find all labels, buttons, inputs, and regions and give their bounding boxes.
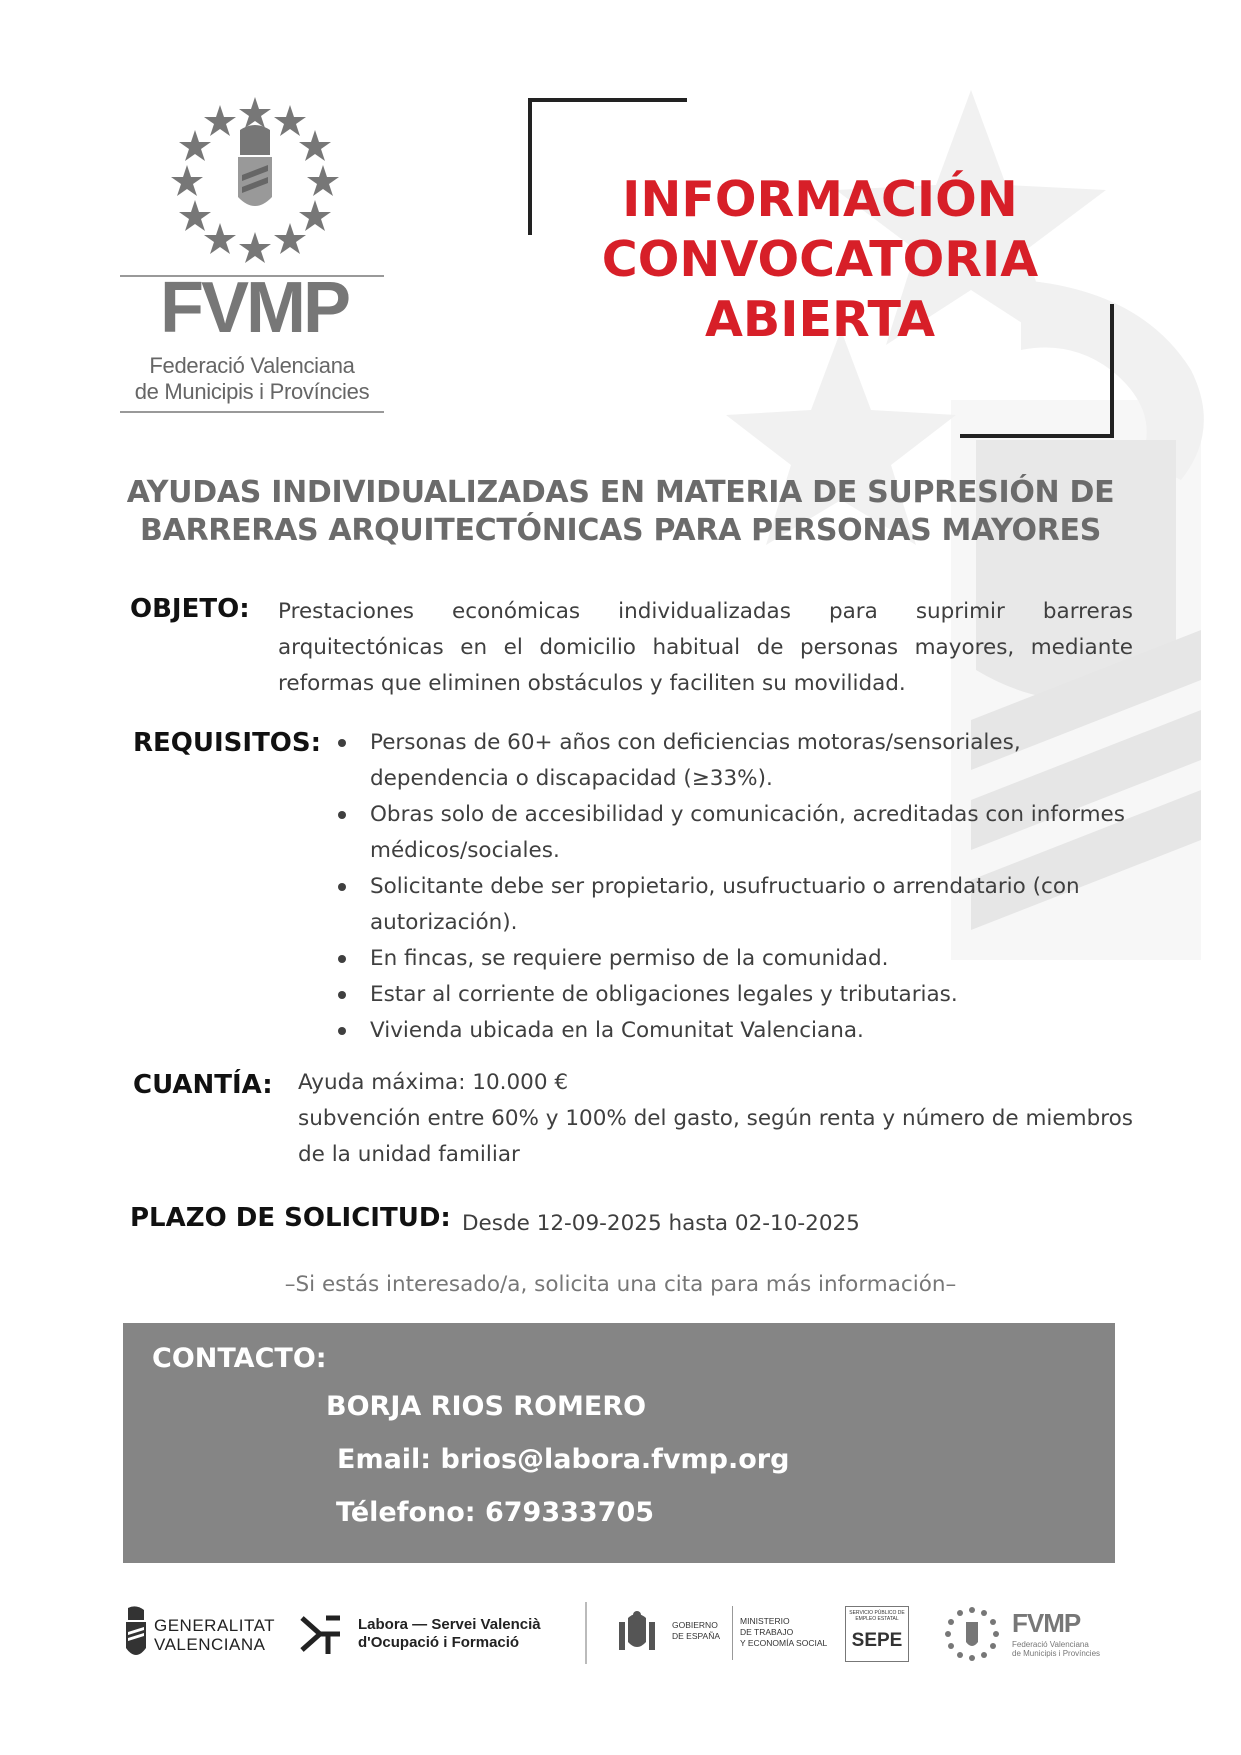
bullet-icon [338,991,346,999]
contact-email[interactable]: Email: brios@labora.fvmp.org [337,1444,790,1475]
title-line2: CONVOCATORIA [601,231,1039,288]
call-to-action: –Si estás interesado/a, solicita una cita para más información– [284,1272,957,1297]
fvmp-small-fullname: Federació Valenciana de Municipis i Províncies [1012,1640,1101,1658]
requisito-item: Vivienda ubicada en la Comunitat Valenciana. [338,1013,1138,1049]
requisito-item: En fincas, se requiere permiso de la comunidad. [338,941,1138,977]
requisitos-list [338,725,1138,1049]
bullet-icon [338,739,346,747]
contact-name: BORJA RIOS ROMERO [326,1391,647,1422]
labora-logo-text: Labora — Servei Valencià d'Ocupació i Formació [358,1616,541,1651]
logo-divider-bottom [120,411,384,413]
bullet-icon [338,883,346,891]
page-title [560,170,1080,350]
objeto-text: Prestaciones económicas individualizadas para suprimir barreras arquitectónicas en el domicilio habitual de personas mayores, mediante reformas que eliminen obstáculos y faciliten su movilidad. [278,599,1133,696]
plazo-label: PLAZO DE SOLICITUD: [130,1203,451,1233]
plazo-text: Desde 12-09-2025 hasta 02-10-2025 [462,1211,860,1236]
fvmp-stars-emblem-icon [120,95,390,270]
contact-phone[interactable]: Télefono: 679333705 [336,1497,655,1528]
logo-line1: Federació Valenciana [149,353,355,378]
bullet-icon [338,955,346,963]
program-subtitle [90,474,1151,550]
ministerio-text: MINISTERIO DE TRABAJO Y ECONOMÍA SOCIAL [740,1616,828,1648]
generalitat-emblem-icon [123,1606,149,1664]
requisito-item: Obras solo de accesibilidad y comunicación, acreditadas con informes médicos/sociales. [338,797,1138,869]
contacto-label: CONTACTO: [152,1343,327,1374]
gobierno-text: GOBIERNO DE ESPAÑA [672,1620,721,1641]
generalitat-logo-text: GENERALITAT VALENCIANA [154,1616,276,1654]
logo-acronym: FVMP [160,268,349,348]
footer-divider [585,1602,587,1664]
requisito-item: Estar al corriente de obligaciones legales y tributarias. [338,977,1138,1013]
requisito-item: Solicitante debe ser propietario, usufructuario o arrendatario (con autorización). [338,869,1138,941]
requisito-item: Personas de 60+ años con deficiencias motoras/sensoriales, dependencia o discapacidad (≥33%). [338,725,1138,797]
objeto-label: OBJETO: [130,594,250,624]
logo-fullname [120,353,384,405]
cuantia-text [298,1065,1138,1173]
gobierno-divider [732,1606,733,1660]
title-line3: ABIERTA [704,291,936,348]
fvmp-small-emblem-icon [942,1604,1002,1664]
cuantia-max: Ayuda máxima: 10.000 € [298,1070,569,1095]
labora-logo-icon [298,1612,344,1658]
footer-logos [120,1598,1120,1678]
title-line1: INFORMACIÓN [622,171,1018,228]
bullet-icon [338,811,346,819]
bullet-icon [338,1027,346,1035]
cuantia-label: CUANTÍA: [133,1070,273,1100]
logo-line2: de Municipis i Províncies [134,379,370,404]
subtitle-line1: AYUDAS INDIVIDUALIZADAS EN MATERIA DE SUPRESIÓN DE [126,475,1115,510]
sepe-logo: SERVICIO PÚBLICO DE EMPLEO ESTATAL SEPE [845,1606,909,1662]
cuantia-detail: subvención entre 60% y 100% del gasto, según renta y número de miembros de la unidad familiar [298,1106,1133,1167]
spain-coat-of-arms-icon [615,1610,659,1656]
fvmp-small-acronym: FVMP [1012,1608,1081,1638]
contact-box [123,1323,1115,1563]
fvmp-logo [120,95,390,415]
subtitle-line2: BARRERAS ARQUITECTÓNICAS PARA PERSONAS MAYORES [139,513,1102,548]
requisitos-label: REQUISITOS: [133,728,322,758]
